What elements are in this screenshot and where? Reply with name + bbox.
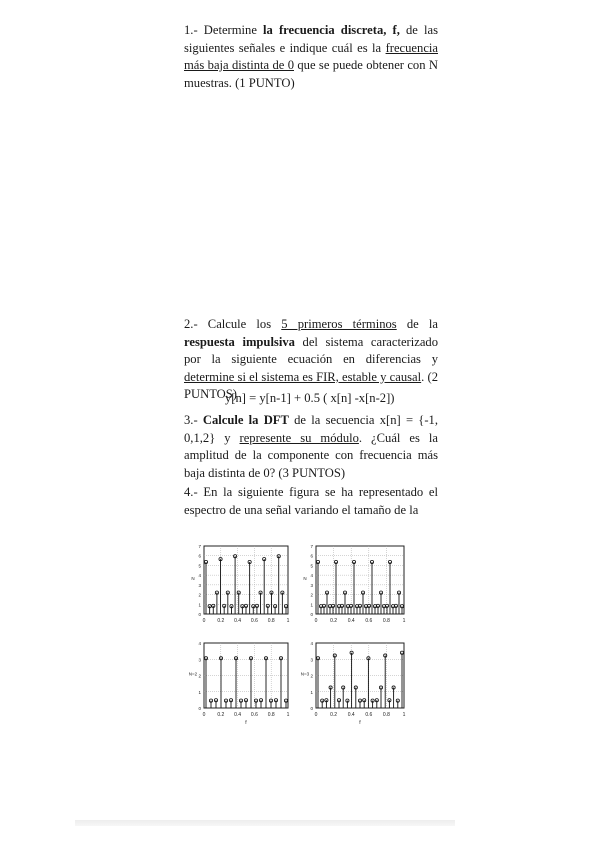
underlined-phrase: 5 primeros términos [281,317,397,331]
y-axis-label: N=3 [300,671,310,677]
underlined-phrase: determine si el sistema es FIR, estable y causal [184,369,422,384]
y-tick-label: 2 [310,592,313,598]
scan-shadow [75,820,455,826]
x-tick-label: 0.2 [217,712,225,718]
y-tick-label: 3 [198,657,201,663]
y-tick-label: 2 [310,673,313,679]
y-tick-label: 5 [310,563,313,569]
x-tick-label: 1 [286,618,290,624]
x-tick-label: 0.2 [330,618,338,624]
y-tick-label: 5 [198,563,201,569]
spectrum-plot-3 [186,637,300,730]
y-tick-label: 2 [198,673,201,679]
x-tick-label: 0.8 [267,712,275,718]
y-tick-label: 4 [310,573,313,579]
y-tick-label: 0 [310,706,313,711]
question-4: 4.- En la siguiente figura se ha representado el espectro de una señal variando el tamaño de la [184,485,438,517]
x-axis-label: f [359,720,361,726]
x-tick-label: 0.6 [365,618,373,624]
y-axis-label: N [303,576,307,581]
x-tick-label: 0.6 [250,618,258,624]
y-tick-label: 2 [198,592,201,598]
x-tick-label: 0.6 [365,712,373,718]
y-tick-label: 0 [310,612,313,617]
y-tick-label: 4 [310,641,313,646]
y-tick-label: 0 [198,612,201,617]
y-tick-label: 3 [310,582,313,588]
y-tick-label: 4 [198,573,201,579]
underlined-phrase: frecuencia más baja distinta de 0 [184,40,438,73]
x-tick-label: 1 [402,712,406,718]
difference-equation: y[n] = y[n-1] + 0.5 ( x[n] -x[n-2]) [225,391,395,405]
question-3: 3.- Calcule la DFT de la secuencia x[n] = {-1, 0,1,2} y represente su módulo. ¿Cuál es la amplitud de la componente con frecuencia más baja distinta de 0? (3 PUNTOS) [184,413,438,480]
spectrum-plot-4 [298,637,416,730]
x-tick-label: 0.4 [234,618,242,624]
x-tick-label: 0.8 [382,712,390,718]
x-tick-label: 0 [314,712,318,718]
question-1: 1.- Determine la frecuencia discreta, f, de las siguientes señales e indique cuál es la frecuencia más baja distinta de 0 que se puede obtener con N muestras. (1 PUNTO) [184,23,438,90]
y-tick-label: 7 [198,544,201,549]
y-axis-label: N [191,576,195,581]
x-tick-label: 1 [286,712,290,718]
x-tick-label: 0.6 [250,712,258,718]
spectrum-plot-2 [298,540,416,636]
question-2: 2.- Calcule los 5 primeros términos de la respuesta impulsiva del sistema caracterizado por la siguiente ecuación en diferencias y determine si el sistema es FIR, estable y causal. (2 PUNTOS) [184,317,438,402]
x-tick-label: 0.2 [217,618,225,624]
x-tick-label: 0.8 [267,618,275,624]
x-tick-label: 0.8 [382,618,390,624]
y-tick-label: 6 [198,553,201,559]
y-tick-label: 6 [310,553,313,559]
x-axis-label: f [245,720,247,726]
emphasis: la frecuencia discreta, f, [263,23,400,37]
question-2-number: 2.- [184,317,198,331]
question-4-number: 4.- [184,485,198,499]
x-tick-label: 0.4 [347,618,355,624]
underlined-phrase: represente su módulo [239,430,359,445]
x-tick-label: 0.4 [234,712,242,718]
x-tick-label: 0.2 [330,712,338,718]
y-tick-label: 1 [198,689,201,695]
x-tick-label: 0 [314,618,318,624]
question-1-number: 1.- [184,23,198,37]
y-tick-label: 3 [310,657,313,663]
x-tick-label: 0.4 [347,712,355,718]
y-tick-label: 4 [198,641,201,646]
y-tick-label: 1 [310,689,313,695]
y-tick-label: 1 [198,602,201,608]
emphasis: respuesta impulsiva [184,334,295,349]
question-3-number: 3.- [184,413,198,427]
x-tick-label: 0 [202,618,206,624]
y-tick-label: 3 [198,582,201,588]
spectrum-plot-1 [186,540,300,636]
emphasis: Calcule la DFT [202,413,289,427]
plot-frame [316,546,404,614]
x-tick-label: 0 [202,712,206,718]
y-tick-label: 1 [310,602,313,608]
y-tick-label: 7 [310,544,313,549]
y-tick-label: 0 [198,706,201,711]
y-axis-label: N=2 [188,671,198,677]
x-tick-label: 1 [402,618,406,624]
